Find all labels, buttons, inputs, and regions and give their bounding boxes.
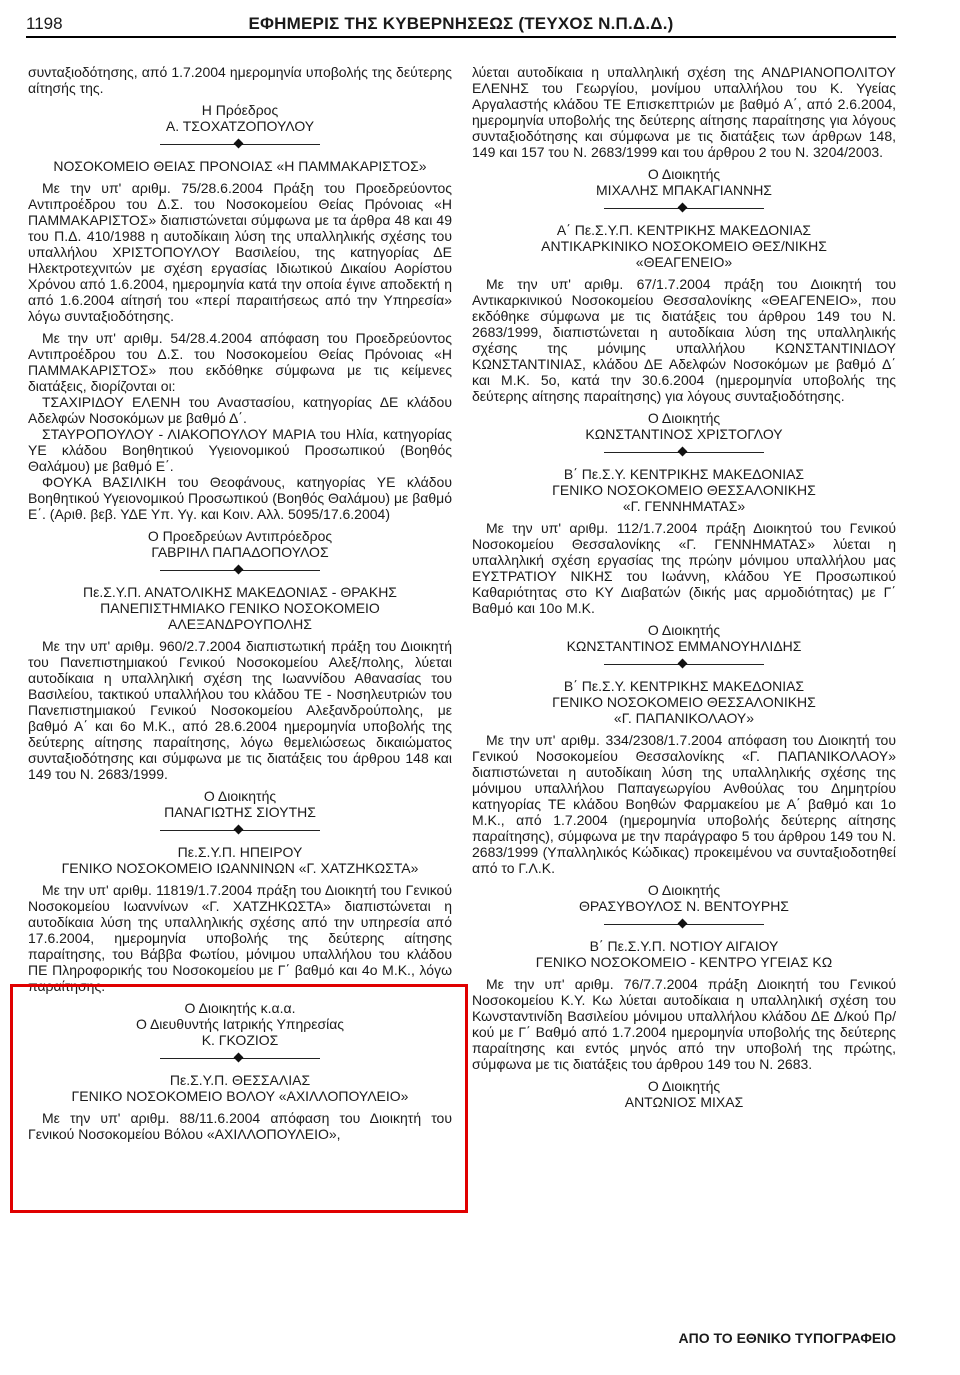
highlight-box: [10, 984, 468, 1213]
section-heading: ΑΛΕΞΑΝΔΡΟΥΠΟΛΗΣ: [168, 616, 312, 632]
section-heading: Β΄ Πε.Σ.Υ. ΚΕΝΤΡΙΚΗΣ ΜΑΚΕΔΟΝΙΑΣ: [563, 678, 805, 694]
paragraph: Με την υπ' αριθμ. 76/7.7.2004 πράξη Διοικητή του Γενικού Νοσοκομείου Κ.Υ. Κω λύεται αυτοδίκαια η υπαλληλική σχέση του Κωνσταντινίδη Βασιλείου μόνιμου υπαλλήλου κλάδου ΔΕ Δ/κού Πρ/κού με Γ΄ Βαθμό από 1.7.2004 ημερομηνία υποβολής της δεύτερης παραίτησης και εντός μηνός από την υποβολή της πρώτης, σύμφωνα με τις διατάξεις του άρθρου 149 του Ν. 2683.: [472, 976, 896, 1072]
section-heading: ΝΟΣΟΚΟΜΕΙΟ ΘΕΙΑΣ ΠΡΟΝΟΙΑΣ «Η ΠΑΜΜΑΚΑΡΙΣΤΟΣ»: [53, 158, 427, 174]
section-heading: Β΄ Πε.Σ.Υ.Π. ΝΟΤΙΟΥ ΑΙΓΑΙΟΥ: [589, 938, 779, 954]
diamond-icon: [678, 447, 688, 457]
section-heading: Πε.Σ.Υ.Π. ΘΕΣΣΑΛΙΑΣ: [169, 1072, 311, 1088]
section-heading: ΓΕΝΙΚΟ ΝΟΣΟΚΟΜΕΙΟ ΘΕΣΣΑΛΟΝΙΚΗΣ: [552, 482, 816, 498]
section-heading: Β΄ Πε.Σ.Υ. ΚΕΝΤΡΙΚΗΣ ΜΑΚΕΔΟΝΙΑΣ: [563, 466, 805, 482]
signature-title: Ο Διοικητής: [203, 788, 277, 804]
section-separator: [472, 914, 896, 936]
section-separator: [472, 198, 896, 220]
signature-name: ΓΑΒΡΙΗΛ ΠΑΠΑΔΟΠΟΥΛΟΣ: [151, 544, 329, 560]
paragraph: ΦΟΥΚΑ ΒΑΣΙΛΙΚΗ του Θεοφάνους, κατηγορίας ΥΕ κλάδου Βοηθητικού Υγειονομικού Προσωπικού (Βοηθός Θαλάμου) με βαθμό Ε΄. (Αριθ. βεβ. ΥΔΕ Υπ. Υγ. και Κοιν. Αλλ. 5095/17.6.2004): [28, 474, 452, 522]
section-heading: «ΘΕΑΓΕΝΕΙΟ»: [635, 254, 733, 270]
paragraph: Με την υπ' αριθμ. 54/28.4.2004 απόφαση του Προεδρεύοντος Αντιπροέδρου του Δ.Σ. του Νοσοκομείου Θείας Πρόνοιας «Η ΠΑΜΜΑΚΑΡΙΣΤΟΣ» που εκδόθηκε σύμφωνα με τις κείμενες διατάξεις, διορίζονται οι:: [28, 330, 452, 394]
left-column: [28, 64, 452, 1142]
signature-subtitle: Ο Διευθυντής Ιατρικής Υπηρεσίας: [135, 1016, 345, 1032]
signature-name: ΜΙΧΑΛΗΣ ΜΠΑΚΑΓΙΑΝΝΗΣ: [596, 182, 772, 198]
section-heading: «Γ. ΓΕΝΝΗΜΑΤΑΣ»: [622, 498, 746, 514]
section-heading: ΓΕΝΙΚΟ ΝΟΣΟΚΟΜΕΙΟ ΒΟΛΟΥ «ΑΧΙΛΛΟΠΟΥΛΕΙΟ»: [71, 1088, 409, 1104]
section-heading: ΓΕΝΙΚΟ ΝΟΣΟΚΟΜΕΙΟ ΙΩΑΝΝΙΝΩΝ «Γ. ΧΑΤΖΗΚΩΣΤΑ»: [61, 860, 419, 876]
paragraph: Με την υπ' αριθμ. 11819/1.7.2004 πράξη του Διοικητή του Γενικού Νοσοκομείου Ιωαννίνων «Γ. ΧΑΤΖΗΚΩΣΤΑ» διαπιστώνεται η αυτοδίκαια λύση της υπαλληλικής σχέσης από την υπηρεσία από 17.6.2004, ημερομηνία υποβολής της δεύτερης αίτησης παραίτησης, του Βάββα Φωτίου, μόνιμου υπαλλήλου του κλάδου ΠΕ Πληροφορικής του Νοσοκομείου με Γ΄ βαθμό και 4ο Μ.Κ., λόγω παραίτησης.: [28, 882, 452, 994]
diamond-icon: [678, 203, 688, 213]
section-separator: [472, 654, 896, 676]
signature-title: Ο Προεδρεύων Αντιπρόεδρος: [147, 528, 333, 544]
paragraph: Με την υπ' αριθμ. 112/1.7.2004 πράξη Διοικητού του Γενικού Νοσοκομείου Θεσσαλονίκης «Γ. ΓΕΝΝΗΜΑΤΑΣ» λύεται η υπαλληλική σχέση εργασίας της πρώην μόνιμου υπαλλήλου μας ΕΥΣΤΡΑΤΙΟΥ ΝΙΚΗΣ του Ιωάννη, κλάδου ΥΕ Προσωπικού Καθαριότητας στο ΚΥ Διαβατών (δικής μας αρμοδιότητας) με Γ΄ Βαθμό και 10ο Μ.Κ.: [472, 520, 896, 616]
right-column: [472, 64, 896, 1110]
signature-title: Ο Διοικητής: [647, 1078, 721, 1094]
section-separator: [472, 442, 896, 464]
signature-title: Ο Διοικητής κ.α.α.: [184, 1000, 296, 1016]
section-heading: Α΄ Πε.Σ.Υ.Π. ΚΕΝΤΡΙΚΗΣ ΜΑΚΕΔΟΝΙΑΣ: [556, 222, 812, 238]
diamond-icon: [234, 139, 244, 149]
section-separator: [28, 134, 452, 156]
printer-footer: ΑΠΟ ΤΟ ΕΘΝΙΚΟ ΤΥΠΟΓΡΑΦΕΙΟ: [678, 1330, 896, 1346]
section-heading: Πε.Σ.Υ.Π. ΑΝΑΤΟΛΙΚΗΣ ΜΑΚΕΔΟΝΙΑΣ - ΘΡΑΚΗΣ: [83, 584, 397, 600]
section-heading: Πε.Σ.Υ.Π. ΗΠΕΙΡΟΥ: [177, 844, 303, 860]
section-heading: ΓΕΝΙΚΟ ΝΟΣΟΚΟΜΕΙΟ - ΚΕΝΤΡΟ ΥΓΕΙΑΣ ΚΩ: [535, 954, 833, 970]
paragraph: ΣΤΑΥΡΟΠΟΥΛΟΥ - ΛΙΑΚΟΠΟΥΛΟΥ ΜΑΡΙΑ του Ηλία, κατηγορίας ΥΕ κλάδου Βοηθητικού Υγειονομικού Προσωπικού (Βοηθός Θαλάμου) με βαθμό Ε΄.: [28, 426, 452, 474]
diamond-icon: [234, 825, 244, 835]
signature-title: Ο Διοικητής: [647, 882, 721, 898]
signature-title: Ο Διοικητής: [647, 166, 721, 182]
paragraph: ΤΣΑΧΙΡΙΔΟΥ ΕΛΕΝΗ του Αναστασίου, κατηγορίας ΔΕ κλάδου Αδελφών Νοσοκόμων με βαθμό Δ΄.: [28, 394, 452, 426]
signature-title: Ο Διοικητής: [647, 622, 721, 638]
section-heading: ΑΝΤΙΚΑΡΚΙΝΙΚΟ ΝΟΣΟΚΟΜΕΙΟ ΘΕΣ/ΝΙΚΗΣ: [541, 238, 827, 254]
signature-name: ΑΝΤΩΝΙΟΣ ΜΙΧΑΣ: [624, 1094, 744, 1110]
signature-name: ΚΩΝΣΤΑΝΤΙΝΟΣ ΕΜΜΑΝΟΥΗΛΙΔΗΣ: [566, 638, 802, 654]
paragraph: Με την υπ' αριθμ. 75/28.6.2004 Πράξη του Προεδρεύοντος Αντιπροέδρου του Δ.Σ. του Νοσοκομείου Θείας Πρόνοιας «Η ΠΑΜΜΑΚΑΡΙΣΤΟΣ» διαπιστώνεται σύμφωνα με τα άρθρα 48 και 49 του Π.Δ. 410/1988 η αυτοδίκαιη λύση της υπαλληλικής σχέσης του υπαλλήλου ΧΡΙΣΤΟΠΟΥΛΟΥ Βασιλείου, της κατηγορίας ΔΕ Ηλεκτροτεχνιτών με σχέση εργασίας Ιδιωτικού Δικαίου Αορίστου Χρόνου από 1.6.2004, ημερομηνία κατά την οποία έγινε αποδεκτή η από 1.6.2004 αίτησή του «περί παραιτήσεως από την Υπηρεσία» λόγω συνταξιοδότησης.: [28, 180, 452, 324]
section-heading: «Γ. ΠΑΠΑΝΙΚΟΛΑΟΥ»: [613, 710, 755, 726]
signature-title: Η Πρόεδρος: [201, 102, 279, 118]
paragraph: συνταξιοδότησης, από 1.7.2004 ημερομηνία υποβολής της δεύτερης αίτησής της.: [28, 64, 452, 96]
signature-name: Κ. ΓΚΟΖΙΟΣ: [201, 1032, 279, 1048]
section-heading: ΓΕΝΙΚΟ ΝΟΣΟΚΟΜΕΙΟ ΘΕΣΣΑΛΟΝΙΚΗΣ: [552, 694, 816, 710]
paragraph: Με την υπ' αριθμ. 67/1.7.2004 πράξη του Διοικητή του Αντικαρκινικού Νοσοκομείου Θεσσαλονίκης «ΘΕΑΓΕΝΕΙΟ», που εκδόθηκε σύμφωνα με τις διατάξεις του άρθρου 149 του Ν. 2683/1999, διαπιστώνεται η αυτοδίκαια λύση της υπαλληλικής σχέσης της μόνιμης υπαλλήλου ΚΩΝΣΤΑΝΤΙΝΙΔΟΥ ΚΩΝΣΤΑΝΤΙΝΙΑΣ, κλάδου ΔΕ Αδελφών Νοσοκόμων με βαθμό Δ΄ και Μ.Κ. 5ο, κατά την 30.6.2004 (ημερομηνία υποβολής της δεύτερης αίτησης παραίτησης) για λόγους συνταξιοδότησης.: [472, 276, 896, 404]
signature-name: ΘΡΑΣΥΒΟΥΛΟΣ Ν. ΒΕΝΤΟΥΡΗΣ: [579, 898, 789, 914]
section-separator: [28, 820, 452, 842]
page-number: 1198: [26, 14, 63, 33]
section-heading: ΠΑΝΕΠΙΣΤΗΜΙΑΚΟ ΓΕΝΙΚΟ ΝΟΣΟΚΟΜΕΙΟ: [100, 600, 380, 616]
journal-title: ΕΦΗΜΕΡΙΣ ΤΗΣ ΚΥΒΕΡΝΗΣΕΩΣ (ΤΕΥΧΟΣ Ν.Π.Δ.Δ.): [248, 14, 674, 33]
section-separator: [28, 560, 452, 582]
diamond-icon: [678, 659, 688, 669]
paragraph: λύεται αυτοδίκαια η υπαλληλική σχέση της ΑΝΔΡΙΑΝΟΠΟΛΙΤΟΥ ΕΛΕΝΗΣ του Γεωργίου, μονίμου υπαλλήλου του Κ. Υγείας Αργαλαστής κλάδου ΤΕ Επισκεπτριών με βαθμό Α΄, από 2.6.2004, ημερομηνία υποβολής της δεύτερης αίτησης παραίτησης για λόγους συνταξιοδότησης και σύμφωνα με τις διατάξεις των άρθρων 148, 149 και 157 του Ν. 2683/1999 και του άρθρου 2 του Ν. 3204/2003.: [472, 64, 896, 160]
signature-name: Α. ΤΣΟΧΑΤΖΟΠΟΥΛΟΥ: [165, 118, 315, 134]
paragraph: Με την υπ' αριθμ. 334/2308/1.7.2004 απόφαση του Διοικητή του Γενικού Νοσοκομείου Θεσσαλονίκης «Γ. ΠΑΠΑΝΙΚΟΛΑΟΥ» διαπιστώνεται η αυτοδίκαιη λύση της υπαλληλικής σχέσης της μόνιμου υπαλλήλου Παπαγεωργίου Ανθούλας του Δημητρίου κατηγορίας ΤΕ κλάδου Βοηθών Φαρμακείου με Α΄ βαθμό και 1ο Μ.Κ., από 1.7.2004 (ημερομηνία υποβολής δεύτερης αίτησης παραίτησης), σύμφωνα με την παράγραφο 5 του άρθρου 149 του Ν. 2683/1999 (Υπαλληλικός Κώδικας) προκειμένου να συνταξιοδοτηθεί από το Γ.Λ.Κ.: [472, 732, 896, 876]
signature-title: Ο Διοικητής: [647, 410, 721, 426]
diamond-icon: [234, 565, 244, 575]
page-header: [26, 12, 896, 38]
paragraph: Με την υπ' αριθμ. 88/11.6.2004 απόφαση του Διοικητή του Γενικού Νοσοκομείου Βόλου «ΑΧΙΛΛΟΠΟΥΛΕΙΟ»,: [28, 1110, 452, 1142]
paragraph: Με την υπ' αριθμ. 960/2.7.2004 διαπιστωτική πράξη του Διοικητή του Πανεπιστημιακού Γενικού Νοσοκομείου Αλεξ/πολης, λύεται αυτοδίκαια η υπαλληλική σχέση της Ιωαννίδου Αθανασίας του Βασιλείου, τακτικού υπαλλήλου του κλάδου ΤΕ - Νοσηλευτριών του Πανεπιστημιακού Γενικού Νοσοκομείου Αλεξανδρούπολης, με βαθμό Α΄ και 6ο Μ.Κ., από 28.6.2004 ημερομηνία υποβολής της δεύτερης αίτησης παραίτησης, λόγω θεμελιώσεως δικαιώματος συνταξιοδότησης και σύμφωνα με τις διατάξεις του άρθρου 148 και 149 του Ν. 2683/1999.: [28, 638, 452, 782]
diamond-icon: [678, 919, 688, 929]
signature-name: ΠΑΝΑΓΙΩΤΗΣ ΣΙΟΥΤΗΣ: [164, 804, 316, 820]
signature-name: ΚΩΝΣΤΑΝΤΙΝΟΣ ΧΡΙΣΤΟΓΛΟΥ: [585, 426, 783, 442]
